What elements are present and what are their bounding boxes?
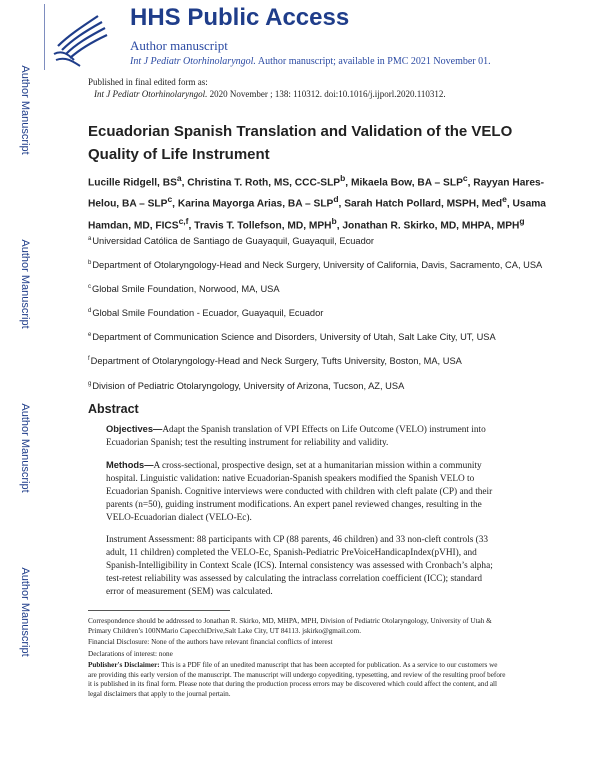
hhs-eagle-logo-icon <box>50 10 112 68</box>
financial-disclosure: Financial Disclosure: None of the authors have relevant financial conflicts of interest <box>88 638 333 646</box>
journal-line: Int J Pediatr Otorhinolaryngol. Author manuscript; available in PMC 2021 November 01. <box>130 56 491 67</box>
publication-info: Published in final edited form as: Int J Pediatr Otorhinolaryngol. 2020 November ; 138: 110312. doi:10.1016/j.ijporl.2020.110312. <box>88 77 446 99</box>
affiliation: $^d$Global Smile Foundation - Ecuador, Guayaquil, Ecuador <box>88 308 324 319</box>
affiliation: $^c$Global Smile Foundation, Norwood, MA, USA <box>88 284 280 295</box>
footnotes <box>88 617 506 701</box>
abstract-body <box>106 423 500 608</box>
declarations-note: Declarations of interest: none <box>88 649 173 658</box>
sidebar-label: Author Manuscript <box>19 403 31 493</box>
abstract-heading: Abstract <box>88 402 139 416</box>
sidebar-label: Author Manuscript <box>19 567 31 657</box>
sidebar-label: Author Manuscript <box>19 239 31 329</box>
abstract-methods: Methods—A cross-sectional, prospective design, set at a humanitarian mission within a community hospital. Linguistic validation: native Ecuadorian-Spanish speakers modified the Spanish VELO to Ecuadorian Spanish. Cognitive interviews were conducted with children with cleft palate (CP) and their parents (n=50), guiding instrument modifications. An expert panel reviewed changes, resulting in the VELO-Ecuadorian dialect (VELO-Ec). <box>106 460 493 523</box>
abstract-objectives: Objectives—Adapt the Spanish translation of VPI Effects on Life Outcome (VELO) instrument into Ecuadorian Spanish; test the resulting instrument for reliability and validity. <box>106 424 486 448</box>
hhs-header <box>50 4 590 76</box>
affiliation-list <box>88 233 558 402</box>
affiliation: $^g$Division of Pediatric Otolaryngology, University of Arizona, Tucson, AZ, USA <box>88 380 405 391</box>
correspondence-note: Correspondence should be addressed to Jonathan R. Skirko, MD, MHPA, MPH, Division of Pediatric Otolaryngology, University of Utah & Primary Children’s 100NMario CapecchiDrive,Salt Lake City, UT 84113. jskirko@gmail.com. <box>88 617 492 635</box>
abstract-assessment: Instrument Assessment: 88 participants with CP (88 parents, 46 children) and 33 non-cleft controls (33 adult, 11 children) completed the VELO-Ec, Spanish-Pediatric PreVoiceHandicapIndex(pVHI), and Spanish-Intelligibility in Context Scale (ICS). Internal consistency was assessed with Cronbach’s alpha; test-retest reliability was assessed by calculating the intraclass correlation coefficient (ICC); standard error of measurement (SEM) was calculated. <box>106 535 493 597</box>
footnote-rule <box>88 610 230 611</box>
header-divider <box>44 4 45 70</box>
author-manuscript-sidebar <box>0 0 44 776</box>
author-list: Lucille Ridgell, $BS^a$, Christina T. Roth, MS, CCC-SLP$^b$, Mikaela Bow, BA – SLP$^c$, Rayyan Hares-Helou, BA – SLP$^c$, Karina Mayorga Arias, BA – SLP$^d$, Sarah Hatch Pollard, MSPH, Med$^e$, Usama Hamdan, MD, FICS$^{c,f}$, Travis T. Tollefson, MD, MPH$^b$, Jonathan R. Skirko, MD, MHPA, MPH$^g$ <box>88 173 546 232</box>
affiliation: $^b$Department of Otolaryngology-Head and Neck Surgery, University of California, Davis, Sacramento, CA, USA <box>88 260 543 271</box>
author-manuscript-subtitle: Author manuscript <box>130 38 228 53</box>
affiliation: $^a$Universidad Católica de Santiago de Guayaquil, Guayaquil, Ecuador <box>88 236 375 247</box>
citation: Int J Pediatr Otorhinolaryngol. 2020 November ; 138: 110312. doi:10.1016/j.ijporl.2020.110312. <box>94 89 446 99</box>
paper-title: Ecuadorian Spanish Translation and Validation of the VELO Quality of Life Instrument <box>88 123 513 163</box>
hhs-public-access-title: HHS Public Access <box>130 4 350 31</box>
sidebar-label: Author Manuscript <box>19 65 31 155</box>
affiliation: $^e$Department of Communication Science and Disorders, University of Utah, Salt Lake City, UT, USA <box>88 332 496 343</box>
publisher-disclaimer: Publisher's Disclaimer: This is a PDF file of an unedited manuscript that has been accepted for publication. As a service to our customers we are providing this early version of the manuscript. The manuscript will undergo copyediting, typesetting, and review of the resulting proof before it is published in its final form. Please note that during the production process errors may be discovered which could affect the content, and all legal disclaimers that apply to the journal pertain. <box>88 661 506 698</box>
affiliation: $^f$Department of Otolaryngology-Head and Neck Surgery, Tufts University, Boston, MA, USA <box>88 356 462 367</box>
